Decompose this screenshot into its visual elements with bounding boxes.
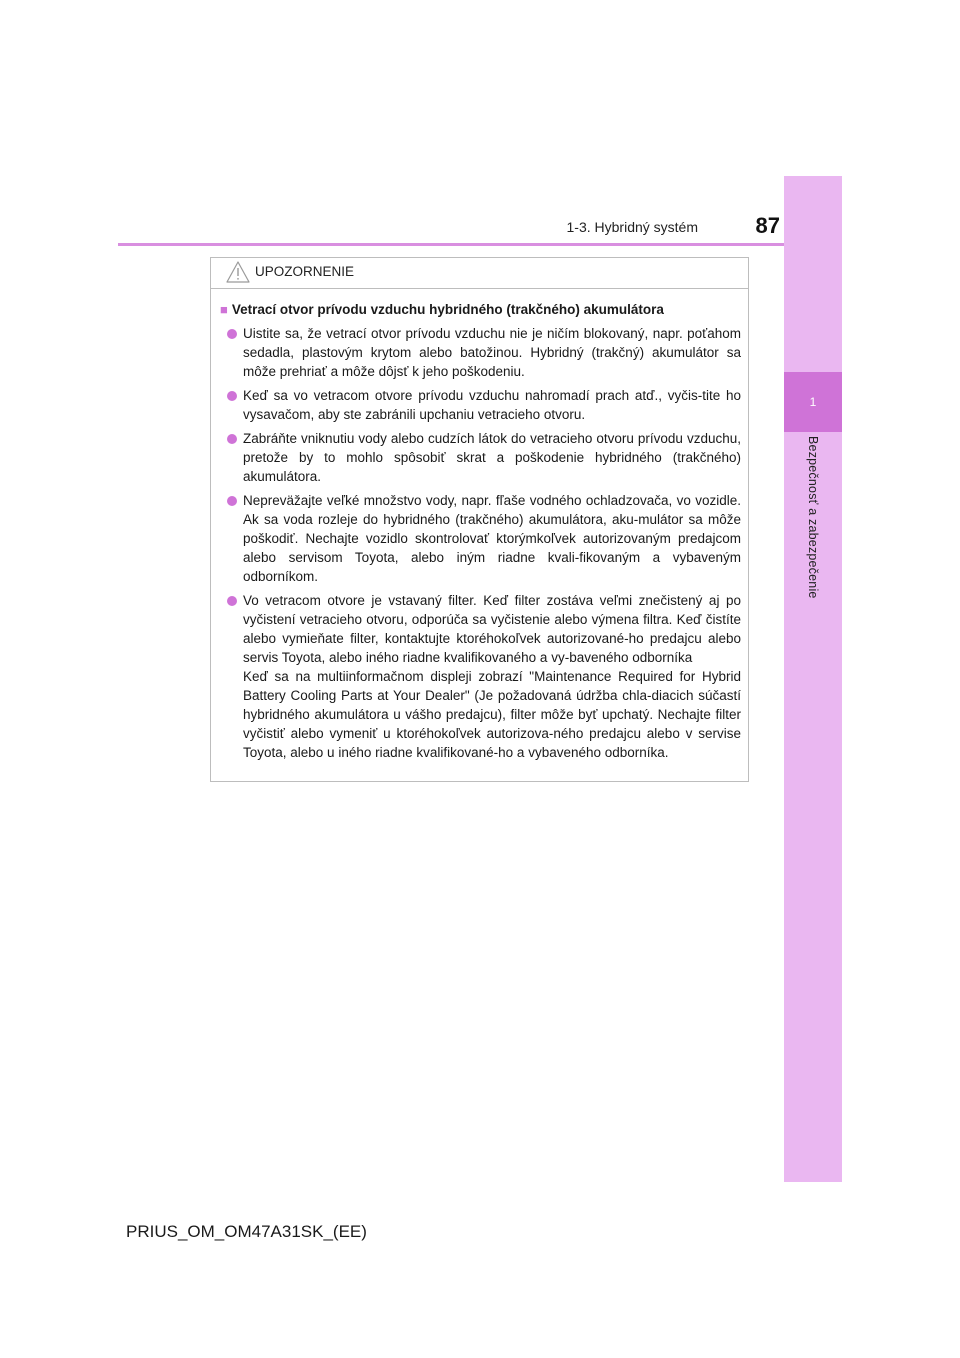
bullet-dot-icon [227,329,237,339]
chapter-title-tab [784,436,842,626]
square-bullet-icon: ■ [220,302,228,317]
warning-label: UPOZORNENIE [255,264,355,279]
warning-topic [220,301,741,319]
chapter-side-strip [784,176,842,1182]
document-code: PRIUS_OM_OM47A31SK_(EE) [126,1222,367,1241]
header-rule [118,243,784,246]
warning-triangle-icon [226,261,250,288]
bullet-dot-icon [227,496,237,506]
list-item [220,386,741,424]
list-item [220,324,741,381]
section-title: 1-3. Hybridný systém [566,219,698,235]
list-item-text: Keď sa vo vetracom otvore prívodu vzduchu nahromadí prach atď., vyčis-tite ho vysavačom, aby ste zabránili upchaniu vetracieho otvoru. [243,388,741,422]
chapter-number-tab[interactable] [784,372,842,432]
list-item [220,429,741,486]
list-item-text: Nepreväžajte veľké množstvo vody, napr. fľaše vodného ochladzovača, vo vozidle. Ak sa voda rozleje do hybridného (trakčného) akumulátora, aku-mulátor sa môže poškodiť. Nechajte vozidlo skontrolovať ktorýmkoľvek autorizovaným predajcom alebo servisom Toyota, alebo iným riadne kvali-fikovaným a vybaveným odborníkom. [243,493,741,584]
warning-box [210,257,749,782]
list-item-text-continued: Keď sa na multiinformačnom displeji zobrazí "Maintenance Required for Hybrid Battery Cooling Parts at Your Dealer" (Je požadovaná údržba chla-diacich súčastí hybridného akumulátora u vášho predajcu), filter môže byť upchatý. Nechajte filter vyčistiť alebo vymeniť u ktoréhokoľvek autorizova-ného predajcu alebo v servise Toyota, alebo u iného riadne kvalifikované-ho a vybaveného odborníka. [243,669,741,760]
list-item-text: Vo vetracom otvore je vstavaný filter. Keď filter zostáva veľmi znečistený aj po vyčistení vetracieho otvoru, odporúča sa vyčistenie alebo výmena filtra. Keď čistíte alebo vymieňate filter, kontaktujte ktoréhokoľvek autorizované-ho predajcu alebo servis Toyota, alebo iného riadne kvalifikovaného a vy-baveného odborníka [243,593,741,665]
bullet-dot-icon [227,391,237,401]
chapter-title: Bezpečnosť a zabezpečenie [806,436,820,599]
warning-body [211,289,748,762]
list-item [220,491,741,586]
warning-topic-text: Vetrací otvor prívodu vzduchu hybridného (trakčného) akumulátora [231,302,664,317]
warning-header [211,258,748,289]
list-item-text: Uistite sa, že vetrací otvor prívodu vzduchu nie je ničím blokovaný, napr. poťahom sedadla, plastovým krytom alebo batožinou. Hybridný (trakčný) akumulátor sa môže prehriať a môže dôjsť k jeho poškodeniu. [243,326,741,379]
chapter-number: 1 [809,395,817,409]
list-item [220,591,741,762]
page-number: 87 [755,213,780,238]
list-item-text: Zabráňte vniknutiu vody alebo cudzích látok do vetracieho otvoru prívodu vzduchu, pretože by to mohlo spôsobiť skrat a poškodenie hybridného (trakčného) akumulátora. [243,431,741,484]
bullet-dot-icon [227,596,237,606]
warning-list [220,324,741,762]
bullet-dot-icon [227,434,237,444]
